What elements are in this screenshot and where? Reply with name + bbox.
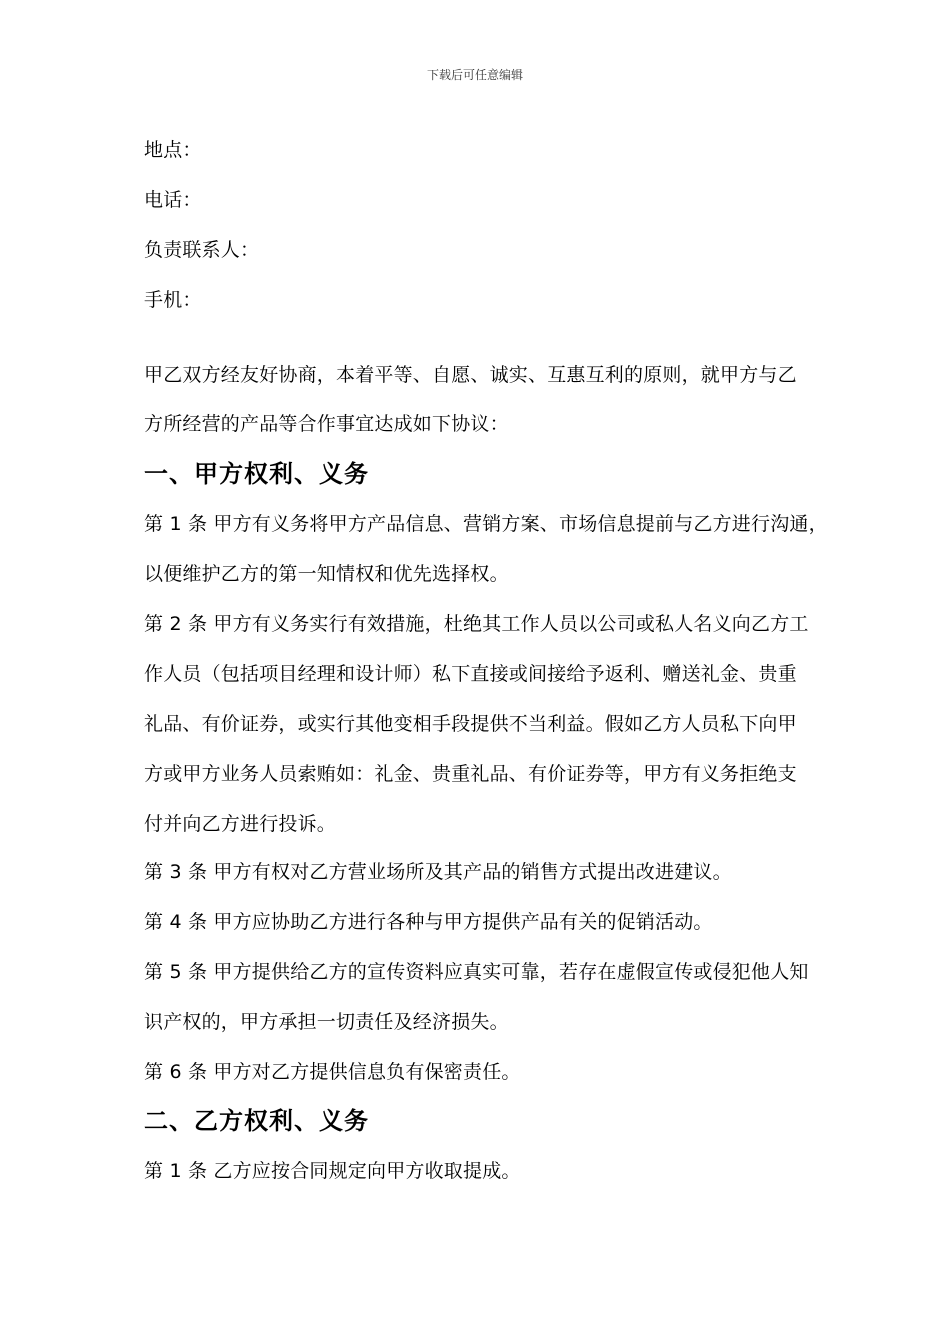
clause-line: 以便维护乙方的第一知情权和优先选择权。 <box>144 563 509 585</box>
clause-line: 方或甲方业务人员索贿如：礼金、贵重礼品、有价证券等，甲方有义务拒绝支 <box>144 763 797 785</box>
phone-line: 电话： <box>144 189 202 211</box>
clause-line: 付并向乙方进行投诉。 <box>144 813 337 835</box>
section-heading: 二、乙方权利、义务 <box>144 1107 369 1135</box>
clause-line: 第 5 条 甲方提供给乙方的宣传资料应真实可靠，若存在虚假宣传或侵犯他人知 <box>144 961 809 983</box>
clause-line: 第 1 条 乙方应按合同规定向甲方收取提成。 <box>144 1160 521 1182</box>
clause-line: 第 3 条 甲方有权对乙方营业场所及其产品的销售方式提出改进建议。 <box>144 861 732 883</box>
intro-line: 方所经营的产品等合作事宜达成如下协议： <box>144 413 509 435</box>
mobile-line: 手机： <box>144 289 202 311</box>
clause-line: 第 6 条 甲方对乙方提供信息负有保密责任。 <box>144 1061 521 1083</box>
clause-line: 第 4 条 甲方应协助乙方进行各种与甲方提供产品有关的促销活动。 <box>144 911 713 933</box>
page-header: 下载后可任意编辑 <box>426 68 523 82</box>
clause-line: 第 2 条 甲方有义务实行有效措施，杜绝其工作人员以公司或私人名义向乙方工 <box>144 613 809 635</box>
location-line: 地点： <box>144 139 202 161</box>
clause-line: 礼品、有价证券，或实行其他变相手段提供不当利益。假如乙方人员私下向甲 <box>144 713 797 735</box>
contact-person-line: 负责联系人： <box>144 239 260 261</box>
clause-line: 第 1 条 甲方有义务将甲方产品信息、营销方案、市场信息提前与乙方进行沟通， <box>144 513 828 535</box>
section-heading: 一、甲方权利、义务 <box>144 460 369 488</box>
clause-line: 识产权的，甲方承担一切责任及经济损失。 <box>144 1011 509 1033</box>
clause-line: 作人员（包括项目经理和设计师）私下直接或间接给予返利、赠送礼金、贵重 <box>144 663 797 685</box>
intro-line: 甲乙双方经友好协商，本着平等、自愿、诚实、互惠互利的原则，就甲方与乙 <box>144 364 797 386</box>
